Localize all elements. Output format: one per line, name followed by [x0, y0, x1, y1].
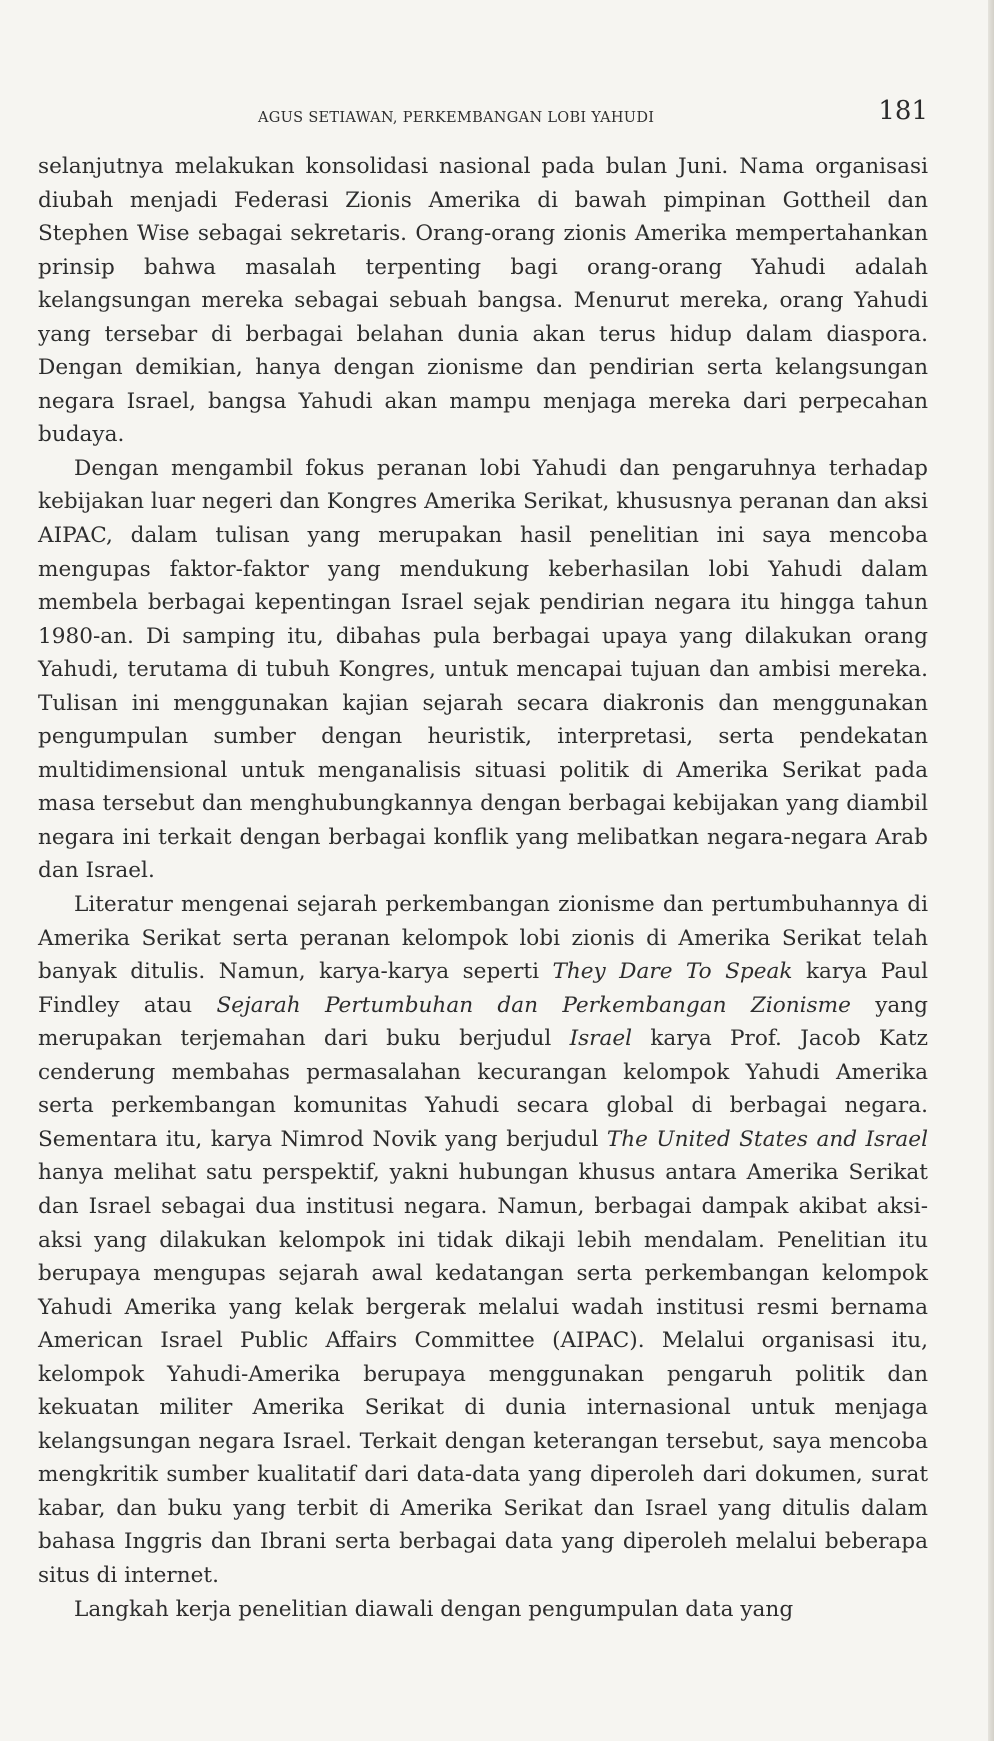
- paragraph: [38, 150, 928, 452]
- paragraph-text: karya Paul Findley atau: [38, 959, 929, 1018]
- page-edge: [988, 0, 994, 1741]
- paragraph-text: karya Prof. Jacob Katz cenderung membahas permasalahan kecurangan kelompok Yahudi Amerika serta perkembangan komunitas Yahudi secara global di berbagai negara. Sementara itu, karya Nimrod Novik yang berjudul: [38, 1026, 928, 1152]
- paragraph-text: selanjutnya melakukan konsolidasi nasional pada bulan Juni. Nama organisasi diubah menjadi Federasi Zionis Amerika di bawah pimpinan Gottheil dan Stephen Wise sebagai sekretaris. Orang-orang zionis Amerika mempertahankan prinsip bahwa masalah terpenting bagi orang-orang Yahudi adalah kelangsungan mereka sebagai sebuah bangsa. Menurut mereka, orang Yahudi yang tersebar di berbagai belahan dunia akan terus hidup dalam diaspora. Dengan demikian, hanya dengan zionisme dan pendirian serta kelangsungan negara Israel, bangsa Yahudi akan mampu menjaga mereka dari perpecahan budaya.: [38, 154, 928, 448]
- running-title: AGUS SETIAWAN, PERKEMBANGAN LOBI YAHUDI: [258, 110, 655, 126]
- paragraph: [38, 1593, 928, 1627]
- body-text: [38, 150, 928, 1626]
- paragraph-text: Dengan mengambil fokus peranan lobi Yahudi dan pengaruhnya terhadap kebijakan luar negeri dan Kongres Amerika Serikat, khususnya peranan dan aksi AIPAC, dalam tulisan yang merupakan hasil penelitian ini saya mencoba mengupas faktor-faktor yang mendukung keberhasilan lobi Yahudi dalam membela berbagai kepentingan Israel sejak pendirian negara itu hingga tahun 1980-an. Di samping itu, dibahas pula berbagai upaya yang dilakukan orang Yahudi, terutama di tubuh Kongres, untuk mencapai tujuan dan ambisi mereka. Tulisan ini menggunakan kajian sejarah secara diakronis dan menggunakan pengumpulan sumber dengan heuristik, interpretasi, serta pendekatan multidimensional untuk menganalisis situasi politik di Amerika Serikat pada masa tersebut dan menghubungkannya dengan berbagai kebijakan yang diambil negara ini terkait dengan berbagai konflik yang melibatkan negara-negara Arab dan Israel.: [38, 455, 928, 884]
- running-header: [38, 96, 928, 132]
- book-title: Sejarah Pertumbuhan dan Perkembangan Zionisme: [216, 992, 851, 1018]
- book-title: The United States and Israel: [606, 1126, 928, 1152]
- paragraph: [38, 452, 928, 888]
- paragraph-text: Langkah kerja penelitian diawali dengan pengumpulan data yang: [74, 1596, 794, 1622]
- paragraph-text: yang merupakan terjemahan dari buku berjudul: [38, 992, 928, 1052]
- paragraph-text: hanya melihat satu perspektif, yakni hubungan khusus antara Amerika Serikat dan Israel sebagai dua institusi negara. Namun, berbagai dampak akibat aksi-aksi yang dilakukan kelompok ini tidak dikaji lebih mendalam. Penelitian itu berupaya mengupas sejarah awal kedatangan serta perkembangan kelompok Yahudi Amerika yang kelak bergerak melalui wadah institusi resmi bernama American Israel Public Affairs Committee (AIPAC). Melalui organisasi itu, kelompok Yahudi-Amerika berupaya menggunakan pengaruh politik dan kekuatan militer Amerika Serikat di dunia internasional untuk menjaga kelangsungan negara Israel. Terkait dengan keterangan tersebut, saya mencoba mengkritik sumber kualitatif dari data-data yang diperoleh dari dokumen, surat kabar, dan buku yang terbit di Amerika Serikat dan Israel yang ditulis dalam bahasa Inggris dan Ibrani serta berbagai data yang diperoleh melalui beberapa situs di internet.: [38, 1160, 928, 1588]
- paragraph-text: Literatur mengenai sejarah perkembangan zionisme dan pertumbuhannya di Amerika Serikat serta peranan kelompok lobi zionis di Amerika Serikat telah banyak ditulis. Namun, karya-karya seperti: [38, 892, 928, 985]
- book-title: Israel: [569, 1026, 633, 1052]
- page-number: 181: [878, 96, 928, 126]
- book-title: They Dare To Speak: [552, 959, 793, 985]
- paragraph: [38, 888, 928, 1592]
